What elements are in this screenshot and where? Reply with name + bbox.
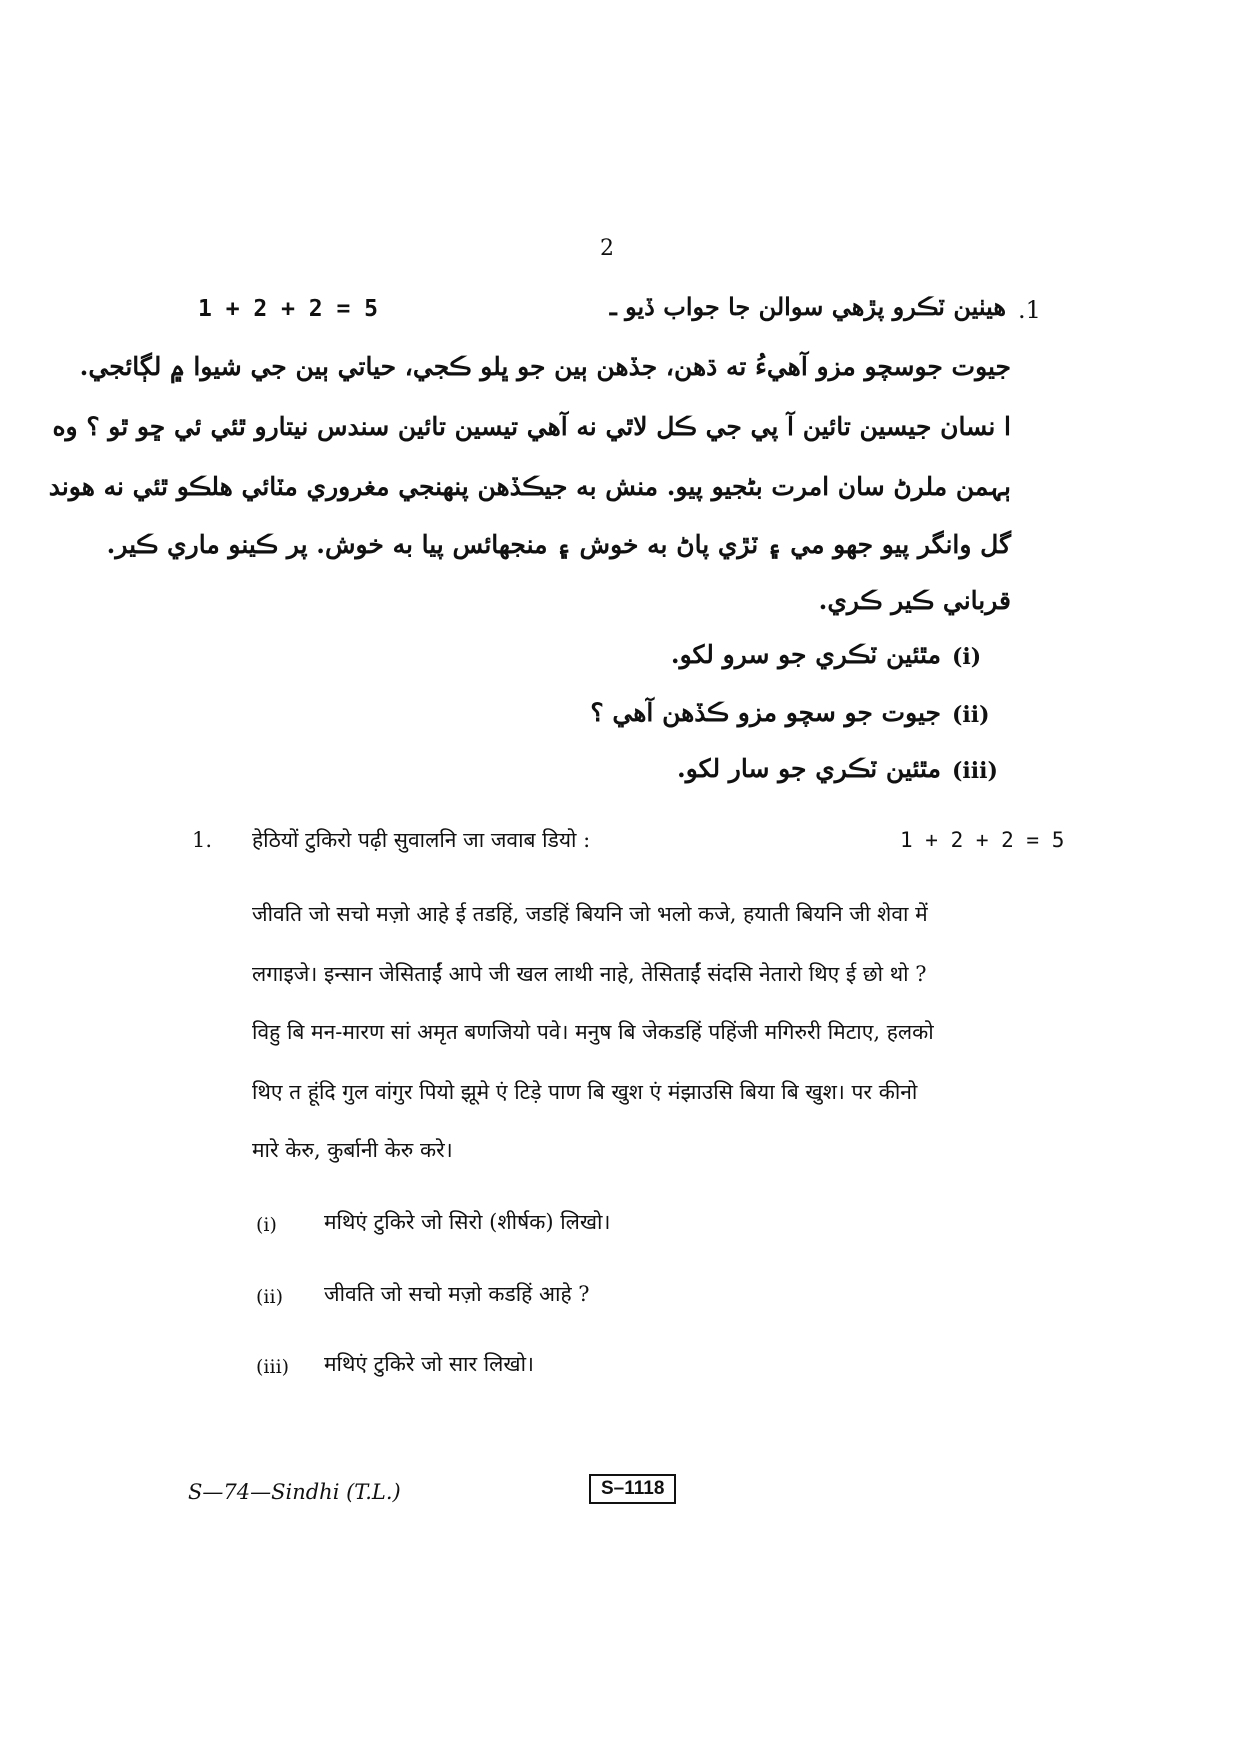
devanagari-subquestion-text: मथिएं टुकिरे जो सार लिखो। (324, 1352, 534, 1376)
devanagari-paragraph-line: लगाइजे। इन्सान जेसिताईं आपे जी खल लाथी नाहे, तेसिताईं संदसि नेतारो थिए ई छो थो ? (252, 962, 927, 986)
devanagari-paragraph-line: थिए त हूंदि गुल वांगुर पियो झूमे एं टिड़े पाण बि खुश एं मंझाउसि बिया बि खुश। पर कीनो (252, 1080, 918, 1104)
devanagari-paragraph-line: जीवति जो सचो मज़ो आहे ई तडहिं, जडहिं बियनि जो भलो कजे, हयाती बियनि जी शेवा में (252, 902, 928, 926)
devanagari-subquestion-number: (ii) (256, 1286, 283, 1308)
paper-code-box: S–1118 (589, 1474, 676, 1504)
devanagari-subquestion-text: मथिएं टुकिरे जो सिरो (शीर्षक) लिखो। (324, 1210, 611, 1234)
paper-code-label: S—74—Sindhi (T.L.) (188, 1480, 401, 1504)
sindhi-subquestion-text: مٿئين ٽڪري جو سار لکو. (677, 754, 941, 783)
devanagari-paragraph-line: मारे केरु, कुर्बानी केरु करे। (252, 1138, 453, 1162)
devanagari-subquestion-number: (iii) (256, 1356, 290, 1378)
devanagari-instruction: हेठियों टुकिरो पढ़ी सुवालनि जा जवाब डियो : (252, 828, 591, 852)
sindhi-paragraph-line: ا نسان جيسين تائين آ پي جي ڪل لاٿي نه آهي تيسين تائين سندس نيتارو ٿئي ئي ڇو ٿو ؟ وه (52, 412, 1011, 441)
devanagari-question-number: 1. (192, 828, 213, 852)
sindhi-paragraph-line: گل وانگر پيو جهو مي ۽ ٽڙي پاڻ به خوش ۽ منجهائس پيا به خوش. پر ڪينو ماري ڪير. (106, 530, 1011, 559)
sindhi-subquestion-text: مٿئين ٽڪري جو سرو لکو. (670, 640, 941, 669)
sindhi-instruction: هيٺين ٽڪرو پڙهي سوالن جا جواب ڏيو ـ (609, 292, 1006, 321)
sindhi-marks: 1 + 2 + 2 = 5 (198, 296, 379, 322)
sindhi-question-number: .1 (1018, 296, 1041, 324)
devanagari-paragraph-line: विहु बि मन-मारण सां अमृत बणजियो पवे। मनुष बि जेकडहिं पहिंजी मगिरुरी मिटाए, हलको (252, 1020, 934, 1044)
sindhi-subquestion-text: جيوت جو سچو مزو ڪڏهن آهي ؟ (590, 698, 941, 727)
sindhi-subquestion-number: (ii) (952, 702, 990, 728)
devanagari-subquestion-text: जीवति जो सचो मज़ो कडहिं आहे ? (324, 1282, 590, 1306)
sindhi-paragraph-line: قرباني ڪير ڪري. (818, 586, 1011, 615)
sindhi-subquestion-number: (i) (952, 644, 982, 670)
sindhi-paragraph-line: ٻہمن ملرڻ سان امرت بڻجيو پيو. منش به جيڪڏهن پنهنجي مغروري مٽائي هلڪو ٿئي نه هوند (48, 472, 1011, 501)
sindhi-paragraph-line: جيوت جوسچو مزو آهيءُ ته ڌهن، جڏهن ٻين جو ڀلو ڪجي، حياتي ٻين جي شيوا ۾ لڳائجي. (79, 352, 1011, 381)
page-number: 2 (600, 236, 614, 261)
devanagari-subquestion-number: (i) (256, 1214, 277, 1236)
devanagari-marks: 1 + 2 + 2 = 5 (900, 828, 1065, 852)
sindhi-subquestion-number: (iii) (952, 758, 998, 784)
